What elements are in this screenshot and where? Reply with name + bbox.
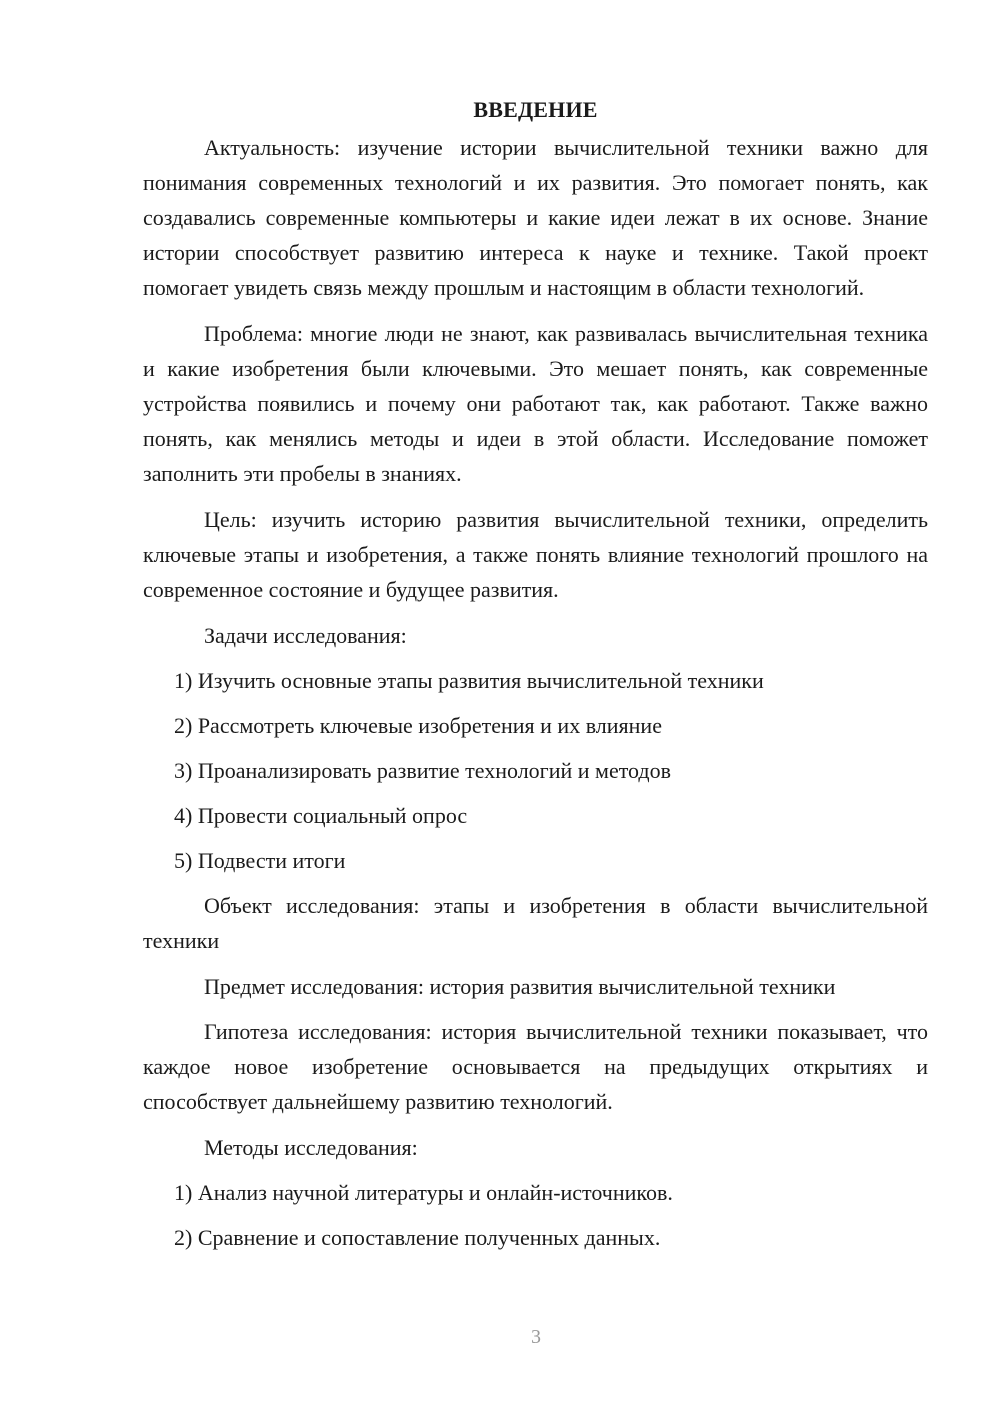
task-item-4: 4) Провести социальный опрос <box>174 803 468 828</box>
task-item-3: 3) Проанализировать развитие технологий и методов <box>174 758 671 783</box>
relevance-paragraph: Актуальность: изучение истории вычислительной техники важно для понимания современных технологий и их развития. Это помогает понять, как создавались современные компьютеры и какие идеи лежат в их основе. Знание истории способствует развитию интереса к науке и технике. Такой проект помогает увидеть связь между прошлым и настоящим в области технологий. <box>143 135 928 300</box>
task-item-1: 1) Изучить основные этапы развития вычислительной техники <box>174 668 764 693</box>
page-number: 3 <box>531 1326 541 1348</box>
hypothesis-paragraph: Гипотеза исследования: история вычислительной техники показывает, что каждое новое изобретение основывается на предыдущих открытиях и способствует дальнейшему развитию технологий. <box>143 1019 928 1114</box>
methods-heading: Методы исследования: <box>204 1135 418 1160</box>
object-paragraph: Объект исследования: этапы и изобретения в области вычислительной техники <box>143 893 928 953</box>
method-item-1: 1) Анализ научной литературы и онлайн-источников. <box>174 1180 673 1205</box>
section-title: ВВЕДЕНИЕ <box>473 97 598 122</box>
tasks-heading: Задачи исследования: <box>204 623 407 648</box>
method-item-2: 2) Сравнение и сопоставление полученных данных. <box>174 1225 661 1250</box>
task-item-5: 5) Подвести итоги <box>174 848 346 873</box>
page-content <box>143 92 928 1265</box>
goal-paragraph: Цель: изучить историю развития вычислительной техники, определить ключевые этапы и изобретения, а также понять влияние технологий прошлого на современное состояние и будущее развития. <box>143 507 928 602</box>
problem-paragraph: Проблема: многие люди не знают, как развивалась вычислительная техника и какие изобретения были ключевыми. Это мешает понять, как современные устройства появились и почему они работают так, как работают. Также важно понять, как менялись методы и идеи в этой области. Исследование поможет заполнить эти пробелы в знаниях. <box>143 321 928 486</box>
subject-paragraph: Предмет исследования: история развития вычислительной техники <box>204 974 836 999</box>
task-item-2: 2) Рассмотреть ключевые изобретения и их влияние <box>174 713 662 738</box>
